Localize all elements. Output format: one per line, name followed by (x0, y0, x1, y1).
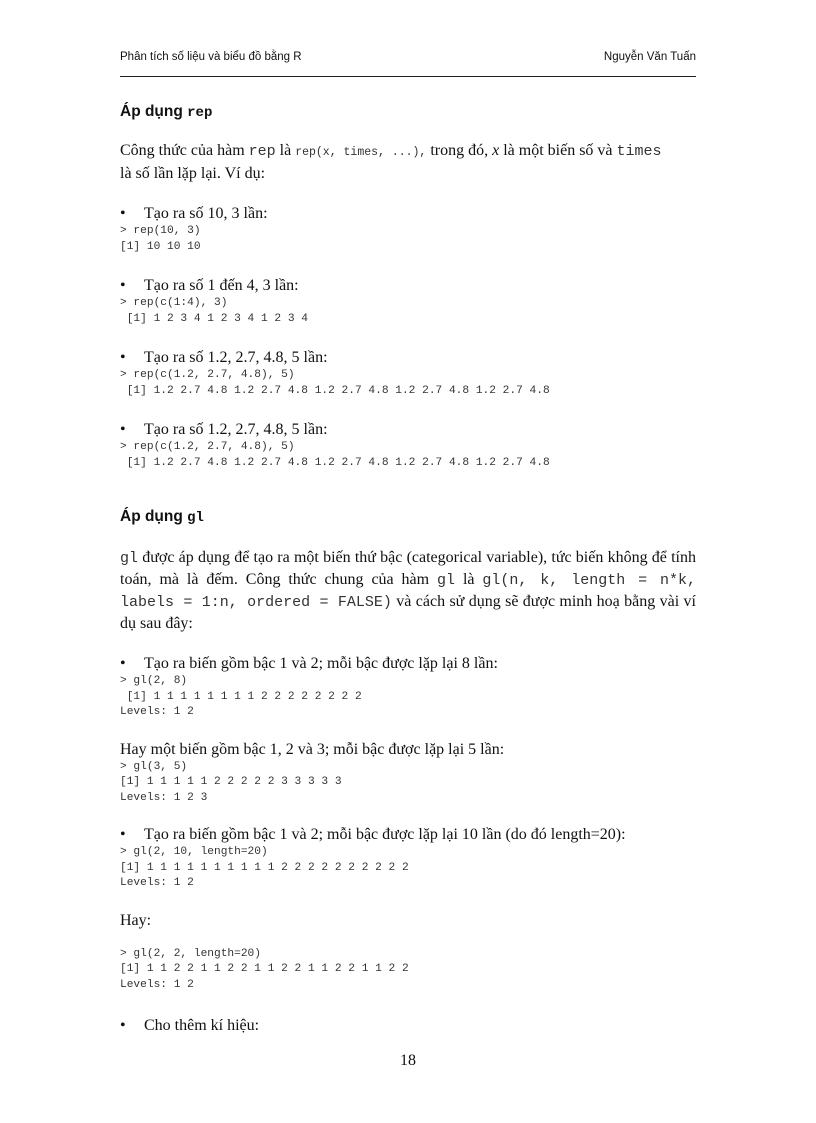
rep-example-4: • Tạo ra số 1.2, 2.7, 4.8, 5 lần: (120, 421, 328, 438)
code-block: > gl(2, 8) [1] 1 1 1 1 1 1 1 1 2 2 2 2 2 2 2 2 Levels: 1 2 (120, 675, 362, 718)
bullet-icon: • (120, 205, 126, 222)
section-heading-gl: Áp dụng gl (120, 508, 204, 526)
header-rule (120, 76, 696, 77)
code-block: > gl(2, 10, length=20) [1] 1 1 1 1 1 1 1 1 1 1 2 2 2 2 2 2 2 2 2 2 Levels: 1 2 (120, 846, 409, 889)
page-body (120, 101, 696, 1036)
rep-example-2: • Tạo ra số 1 đến 4, 3 lần: (120, 277, 299, 294)
rep-example-3: • Tạo ra số 1.2, 2.7, 4.8, 5 lần: (120, 349, 328, 366)
code-block: > gl(3, 5) [1] 1 1 1 1 1 2 2 2 2 2 3 3 3 3 3 Levels: 1 2 3 (120, 760, 342, 804)
section-heading-rep: Áp dụng rep (120, 103, 213, 121)
code-block: > rep(c(1.2, 2.7, 4.8), 5) [1] 1.2 2.7 4.8 1.2 2.7 4.8 1.2 2.7 4.8 1.2 2.7 4.8 1.2 2.7 4.8 (120, 441, 550, 469)
bullet-icon: • (120, 349, 126, 366)
page-header (120, 51, 696, 69)
rep-intro: Công thức của hàm rep là rep(x, times, ...), trong đó, x là một biến số và times (120, 142, 662, 160)
rep-example-1: • Tạo ra số 10, 3 lần: (120, 205, 268, 222)
header-author: Nguyễn Văn Tuấn (603, 51, 696, 63)
gl-example-3: • Tạo ra biến gồm bậc 1 và 2; mỗi bậc được lặp lại 10 lần (do đó length=20): (120, 826, 626, 843)
code-block: > gl(2, 2, length=20) [1] 1 1 2 2 1 1 2 2 1 1 2 2 1 1 2 2 1 1 2 2 Levels: 1 2 (120, 947, 409, 991)
gl-example-2-desc: Hay một biến gồm bậc 1, 2 và 3; mỗi bậc được lặp lại 5 lần: (120, 740, 505, 758)
gl-example-5: • Cho thêm kí hiệu: (120, 1017, 260, 1034)
bullet-icon: • (120, 826, 126, 843)
code-block: > rep(c(1.2, 2.7, 4.8), 5) [1] 1.2 2.7 4.8 1.2 2.7 4.8 1.2 2.7 4.8 1.2 2.7 4.8 1.2 2.7 4.8 (120, 369, 550, 397)
code-block: > rep(10, 3) [1] 10 10 10 (120, 225, 201, 253)
bullet-icon: • (120, 1017, 126, 1034)
bullet-icon: • (120, 655, 126, 672)
header-title: Phân tích số liệu và biểu đồ bằng R (120, 51, 302, 63)
page-number: 18 (400, 1052, 416, 1069)
gl-example-4-desc: Hay: (120, 911, 152, 929)
bullet-icon: • (120, 277, 126, 294)
gl-example-1: • Tạo ra biến gồm bậc 1 và 2; mỗi bậc được lặp lại 8 lần: (120, 655, 498, 672)
gl-intro: gl được áp dụng để tạo ra một biến thứ bậc (categorical variable), tức biến không để tính toán, mà là đếm. Công thức chung của hàm gl là gl(n, k, length = n*k, labels = 1:n, ordered = FALSE) và cách sử dụng sẽ được minh hoạ bằng vài ví dụ sau đây: (120, 549, 697, 632)
code-block: > rep(c(1:4), 3) [1] 1 2 3 4 1 2 3 4 1 2 3 4 (120, 297, 308, 325)
bullet-icon: • (120, 421, 126, 438)
rep-intro-line2: là số lần lặp lại. Ví dụ: (120, 165, 266, 182)
